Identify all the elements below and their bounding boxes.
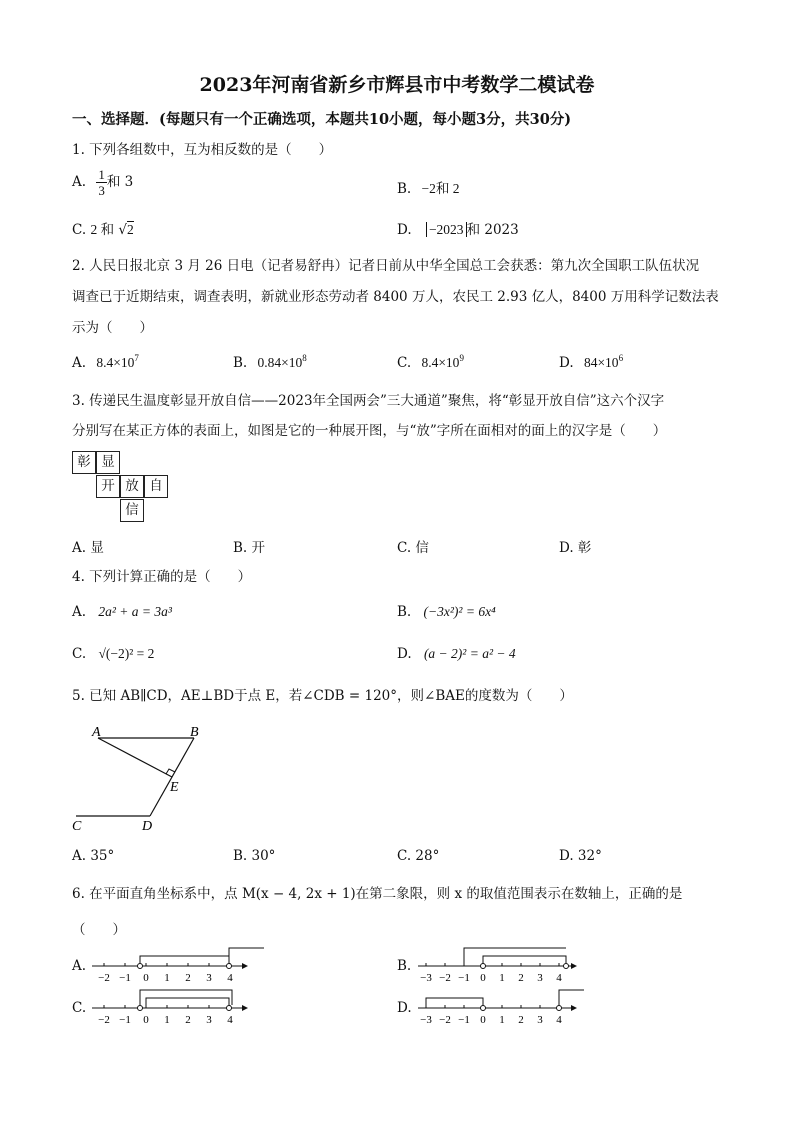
axis-arrow xyxy=(242,963,248,969)
option-label: B. xyxy=(233,355,248,371)
axis-arrow xyxy=(242,1005,248,1011)
q3-line-2: 分别写在某正方体的表面上，如图是它的一种展开图，与“放”字所在面相对的面上的汉字是（ ） xyxy=(72,423,667,439)
numerator: 1 xyxy=(98,167,105,182)
axis-arrow xyxy=(571,1005,577,1011)
tick-label: −2 xyxy=(439,972,451,984)
tick-label: −1 xyxy=(119,1014,131,1026)
q1-option-a xyxy=(72,167,133,198)
q6-line-1: 6. 在平面直角坐标系中，点 M(x − 4, 2x + 1)在第二象限，则 x 的取值范围表示在数轴上，正确的是 xyxy=(72,886,683,902)
option-label: C. xyxy=(397,355,412,371)
option-expression: (−3x²)² = 6x⁴ xyxy=(423,604,496,619)
q6-option-a-label: A. xyxy=(72,958,87,974)
q4-option-a xyxy=(72,604,172,620)
q5-option-c: C. 28° xyxy=(397,848,440,864)
option-label: D. xyxy=(397,222,412,238)
number-line-b xyxy=(414,942,594,990)
q2-line-2: 调查已于近期结束，调查表明，新就业形态劳动者 8400 万人，农民工 2.93 亿人，8400 万用科学记数法表 xyxy=(72,289,719,305)
cube-net-face: 彰 xyxy=(72,451,96,474)
q4-option-b xyxy=(397,604,496,620)
radicand: 2 xyxy=(126,222,134,237)
tick-label: 4 xyxy=(556,972,562,984)
exponent: 9 xyxy=(459,353,464,363)
q3-option-b: B. 开 xyxy=(233,540,266,556)
q4-option-c xyxy=(72,646,154,662)
tick-label: 4 xyxy=(227,972,233,984)
q4-option-d xyxy=(397,646,516,662)
tick-label: −2 xyxy=(98,1014,110,1026)
tick-label: 2 xyxy=(518,1014,524,1026)
number-line-d xyxy=(414,984,594,1032)
section-heading: 一、选择题．(每题只有一个正确选项，本题共10小题，每小题3分，共30分) xyxy=(72,111,572,128)
q1-option-b xyxy=(397,177,460,197)
exponent: 7 xyxy=(134,353,139,363)
option-text: 和 2023 xyxy=(466,222,519,238)
tick-label: 1 xyxy=(499,972,505,984)
tick-label: 2 xyxy=(518,972,524,984)
cube-net-face: 放 xyxy=(120,475,144,498)
q2-line-1: 2. 人民日报北京 3 月 26 日电（记者易舒冉）记者日前从中华全国总工会获悉：第九次全国职工队伍状况 xyxy=(72,258,700,274)
q5-option-d: D. 32° xyxy=(559,848,602,864)
q1-stem: 1. 下列各组数中，互为相反数的是（ ） xyxy=(72,142,333,158)
q4-stem: 4. 下列计算正确的是（ ） xyxy=(72,569,252,585)
cube-net-face: 自 xyxy=(144,475,168,498)
page-title: 2023年河南省新乡市辉县市中考数学二模试卷 xyxy=(199,74,595,96)
q2-option-b xyxy=(233,355,307,371)
segment-ae xyxy=(98,738,172,777)
option-label: A. xyxy=(72,604,87,620)
tick-label: 0 xyxy=(480,1014,486,1026)
option-label: A. xyxy=(72,174,87,190)
q3-option-a: A. 显 xyxy=(72,540,104,556)
tick-label: 4 xyxy=(227,1014,233,1026)
tick-label: −1 xyxy=(119,972,131,984)
tick-label: −1 xyxy=(458,972,470,984)
option-label: B. xyxy=(397,181,412,197)
number-line-c xyxy=(88,984,268,1032)
option-text: −2和 2 xyxy=(421,181,460,196)
tick-label: 1 xyxy=(499,1014,505,1026)
tick-label: 3 xyxy=(206,972,212,984)
tick-label: −1 xyxy=(458,1014,470,1026)
option-label: C. xyxy=(72,222,87,238)
q2-option-d xyxy=(559,355,623,371)
exponent: 6 xyxy=(618,353,624,363)
tick-label: 1 xyxy=(164,1014,170,1026)
tick-label: −2 xyxy=(439,1014,451,1026)
tick-label: 3 xyxy=(206,1014,212,1026)
q6-option-b-label: B. xyxy=(397,958,412,974)
q2-line-3: 示为（ ） xyxy=(72,320,153,336)
q6-option-c-label: C. xyxy=(72,1000,87,1016)
option-value: 0.84×10 xyxy=(257,355,303,370)
number-line-a xyxy=(88,942,268,990)
option-label: D. xyxy=(397,646,412,662)
cube-net-face: 显 xyxy=(96,451,120,474)
tick-label: 3 xyxy=(537,1014,543,1026)
label-c: C xyxy=(72,819,82,834)
axis-arrow xyxy=(571,963,577,969)
tick-label: 2 xyxy=(185,1014,191,1026)
denominator: 3 xyxy=(98,183,105,198)
option-value: 8.4×10 xyxy=(421,355,460,370)
q1-option-d xyxy=(397,218,519,238)
q6-option-d-label: D. xyxy=(397,1000,412,1016)
option-label: B. xyxy=(397,604,412,620)
option-expression: 2a² + a = 3a³ xyxy=(98,604,172,619)
q5-option-b: B. 30° xyxy=(233,848,276,864)
tick-label: 1 xyxy=(164,972,170,984)
label-e: E xyxy=(170,780,179,795)
geometry-figure xyxy=(66,718,216,836)
tick-label: −3 xyxy=(420,1014,432,1026)
sqrt-sign: √ xyxy=(118,222,127,238)
q3-line-1: 3. 传递民生温度彰显开放自信——2023年全国两会”三大通道”聚焦，将“彰显开放自信”这六个汉字 xyxy=(72,393,665,409)
label-d: D xyxy=(142,819,153,834)
option-label: D. xyxy=(559,355,574,371)
q5-stem: 5. 已知 AB∥CD，AE⊥BD于点 E，若∠CDB = 120°，则∠BAE的度数为（ ） xyxy=(72,688,573,704)
option-expression: (a − 2)² = a² − 4 xyxy=(423,646,516,661)
option-expression: √(−2)² = 2 xyxy=(98,646,155,661)
q5-option-a: A. 35° xyxy=(72,848,115,864)
tick-label: 2 xyxy=(185,972,191,984)
label-b: B xyxy=(190,725,199,740)
q3-option-d: D. 彰 xyxy=(559,540,592,556)
cube-net-face: 开 xyxy=(96,475,120,498)
tick-label: 4 xyxy=(556,1014,562,1026)
option-value: 84×10 xyxy=(583,355,619,370)
option-value: 8.4×10 xyxy=(96,355,135,370)
q2-option-a xyxy=(72,355,139,371)
option-label: C. xyxy=(72,646,87,662)
option-text: 2 和 xyxy=(90,222,115,237)
label-a: A xyxy=(92,725,101,740)
option-text: 和 3 xyxy=(106,174,134,190)
q6-line-2: （ ） xyxy=(72,922,126,938)
tick-label: −3 xyxy=(420,972,432,984)
tick-label: −2 xyxy=(98,972,110,984)
tick-label: 3 xyxy=(537,972,543,984)
fraction xyxy=(96,167,107,198)
q2-option-c xyxy=(397,355,464,371)
tick-label: 0 xyxy=(143,1014,149,1026)
q1-option-c xyxy=(72,218,134,238)
absolute-value: −2023 xyxy=(426,222,467,237)
option-label: A. xyxy=(72,355,87,371)
exponent: 8 xyxy=(302,353,307,363)
tick-label: 0 xyxy=(143,972,149,984)
cube-net-face: 信 xyxy=(120,499,144,522)
q3-option-c: C. 信 xyxy=(397,540,429,556)
tick-label: 0 xyxy=(480,972,486,984)
